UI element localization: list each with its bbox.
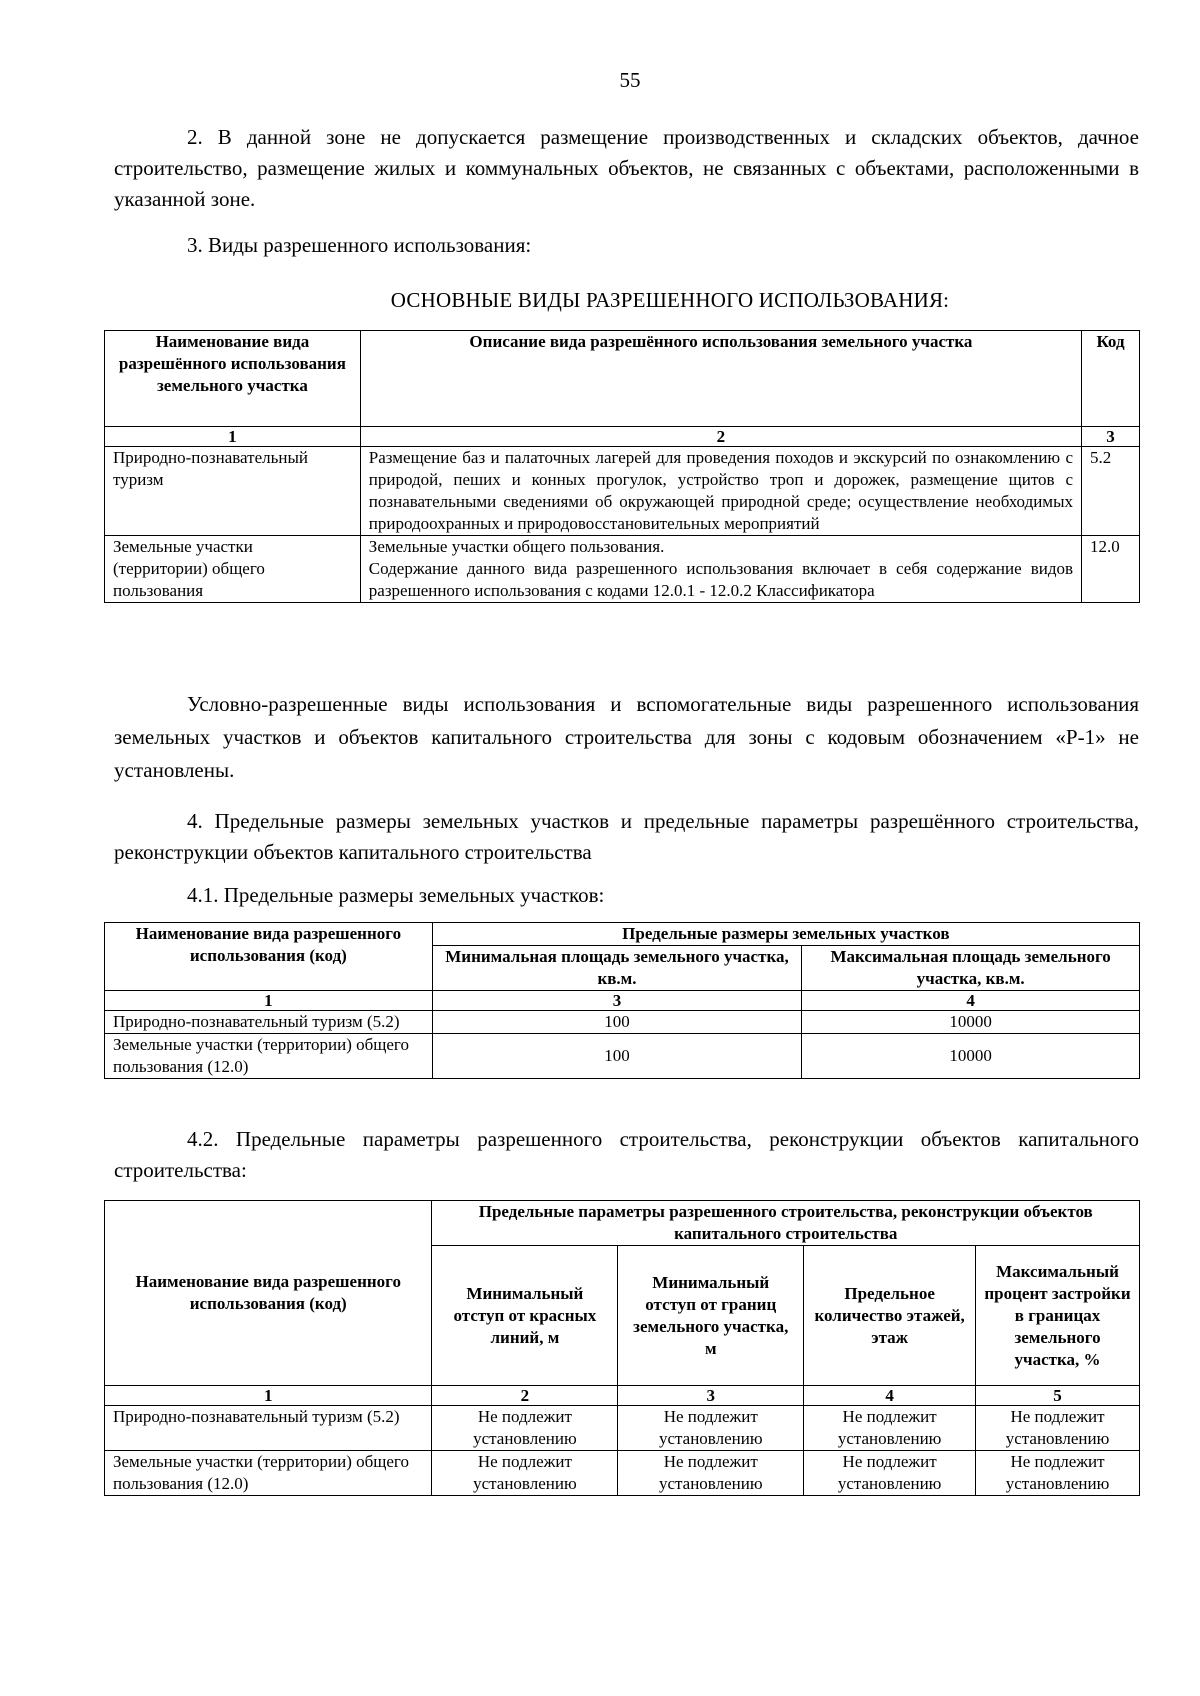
main-uses-header-code: Код xyxy=(1082,331,1140,427)
column-number: 2 xyxy=(432,1386,618,1406)
column-number: 4 xyxy=(804,1386,976,1406)
column-number: 4 xyxy=(802,991,1140,1011)
plot-sizes-table xyxy=(104,922,1140,1079)
table-row xyxy=(105,536,1140,603)
use-description-line: Содержание данного вида разрешенного использования включает в себя содержание видов разрешенного использования с кодами 12.0.1 - 12.0.2 Классификатора xyxy=(368,559,1073,600)
section-title-main-uses: ОСНОВНЫЕ ВИДЫ РАЗРЕШЕННОГО ИСПОЛЬЗОВАНИЯ: xyxy=(390,288,950,312)
paragraph-2-text: 2. В данной зоне не допускается размещение производственных и складских объектов, дачное строительство, размещение жилых и коммунальных объектов, не связанных с объектами, расположенными в указанной зоне. xyxy=(114,125,1139,211)
param-value: Не подлежит установлению xyxy=(432,1451,618,1496)
paragraph-2 xyxy=(114,122,1139,215)
use-code: 5.2 xyxy=(1082,447,1140,536)
paragraph-4 xyxy=(114,806,1139,868)
use-description xyxy=(360,536,1081,603)
paragraph-4-2-text: 4.2. Предельные параметры разрешенного строительства, реконструкции объектов капитального строительства: xyxy=(114,1127,1139,1182)
column-number: 2 xyxy=(360,427,1081,447)
column-number: 3 xyxy=(1082,427,1140,447)
main-uses-header-name: Наименование вида разрешённого использования земельного участка xyxy=(105,331,361,427)
use-name: Природно-познавательный туризм (5.2) xyxy=(105,1406,432,1451)
use-description-line: Земельные участки общего пользования. xyxy=(368,537,665,556)
build-params-header-floors: Предельное количество этажей, этаж xyxy=(804,1246,976,1386)
max-area: 10000 xyxy=(802,1034,1140,1079)
use-code: 12.0 xyxy=(1082,536,1140,603)
build-params-header-group: Предельные параметры разрешенного строительства, реконструкции объектов капитального строительства xyxy=(432,1201,1140,1246)
use-name: Природно-познавательный туризм xyxy=(105,447,361,536)
max-area: 10000 xyxy=(802,1011,1140,1034)
param-value: Не подлежит установлению xyxy=(618,1451,804,1496)
page-number: 55 xyxy=(619,68,641,92)
column-number: 1 xyxy=(105,427,361,447)
plot-sizes-header-max: Максимальная площадь земельного участка, кв.м. xyxy=(802,946,1140,991)
plot-sizes-header-min: Минимальная площадь земельного участка, кв.м. xyxy=(432,946,802,991)
use-name: Земельные участки (территории) общего пользования (12.0) xyxy=(105,1451,432,1496)
min-area: 100 xyxy=(432,1034,802,1079)
column-number: 1 xyxy=(105,991,433,1011)
paragraph-4-1-text: 4.1. Предельные размеры земельных участков: xyxy=(187,883,605,907)
table-row xyxy=(105,1451,1140,1496)
column-number: 3 xyxy=(432,991,802,1011)
build-params-header-plot-borders: Минимальный отступ от границ земельного участка, м xyxy=(618,1246,804,1386)
build-params-header-red-lines: Минимальный отступ от красных линий, м xyxy=(432,1246,618,1386)
use-name: Земельные участки (территории) общего пользования xyxy=(105,536,361,603)
use-description: Размещение баз и палаточных лагерей для проведения походов и экскурсий по ознакомлению с природой, пеших и конных прогулок, устройство троп и дорожек, размещение щитов с познавательными сведениями об окружающей природной среде; осуществление необходимых природоохранных и природовосстановительных мероприятий xyxy=(360,447,1081,536)
main-uses-column-numbers xyxy=(105,427,1140,447)
plot-sizes-header-name: Наименование вида разрешенного использования (код) xyxy=(105,923,433,991)
column-number: 1 xyxy=(105,1386,432,1406)
use-name: Природно-познавательный туризм (5.2) xyxy=(105,1011,433,1034)
table-row xyxy=(105,447,1140,536)
table-row xyxy=(105,1034,1140,1079)
main-uses-header-description: Описание вида разрешённого использования земельного участка xyxy=(360,331,1081,427)
plot-sizes-column-numbers xyxy=(105,991,1140,1011)
paragraph-3 xyxy=(114,230,1139,261)
column-number: 5 xyxy=(976,1386,1140,1406)
table-row xyxy=(105,1406,1140,1451)
paragraph-4-1 xyxy=(114,880,1139,911)
paragraph-4-text: 4. Предельные размеры земельных участков и предельные параметры разрешённого строительства, реконструкции объектов капитального строительства xyxy=(114,809,1139,864)
param-value: Не подлежит установлению xyxy=(804,1406,976,1451)
main-uses-table xyxy=(104,330,1140,603)
param-value: Не подлежит установлению xyxy=(804,1451,976,1496)
param-value: Не подлежит установлению xyxy=(976,1451,1140,1496)
build-params-header-coverage: Максимальный процент застройки в границах земельного участка, % xyxy=(976,1246,1140,1386)
build-params-column-numbers xyxy=(105,1386,1140,1406)
build-params-table xyxy=(104,1200,1140,1496)
build-params-header-name: Наименование вида разрешенного использования (код) xyxy=(105,1201,432,1386)
param-value: Не подлежит установлению xyxy=(432,1406,618,1451)
use-name: Земельные участки (территории) общего пользования (12.0) xyxy=(105,1034,433,1079)
param-value: Не подлежит установлению xyxy=(976,1406,1140,1451)
column-number: 3 xyxy=(618,1386,804,1406)
plot-sizes-header-group: Предельные размеры земельных участков xyxy=(432,923,1139,946)
table-row xyxy=(105,1011,1140,1034)
paragraph-conditional xyxy=(114,688,1139,787)
paragraph-4-2 xyxy=(114,1124,1139,1186)
paragraph-conditional-text: Условно-разрешенные виды использования и вспомогательные виды разрешенного использования земельных участков и объектов капитального строительства для зоны с кодовым обозначением «Р-1» не установлены. xyxy=(114,692,1139,782)
param-value: Не подлежит установлению xyxy=(618,1406,804,1451)
min-area: 100 xyxy=(432,1011,802,1034)
paragraph-3-text: 3. Виды разрешенного использования: xyxy=(187,233,532,257)
